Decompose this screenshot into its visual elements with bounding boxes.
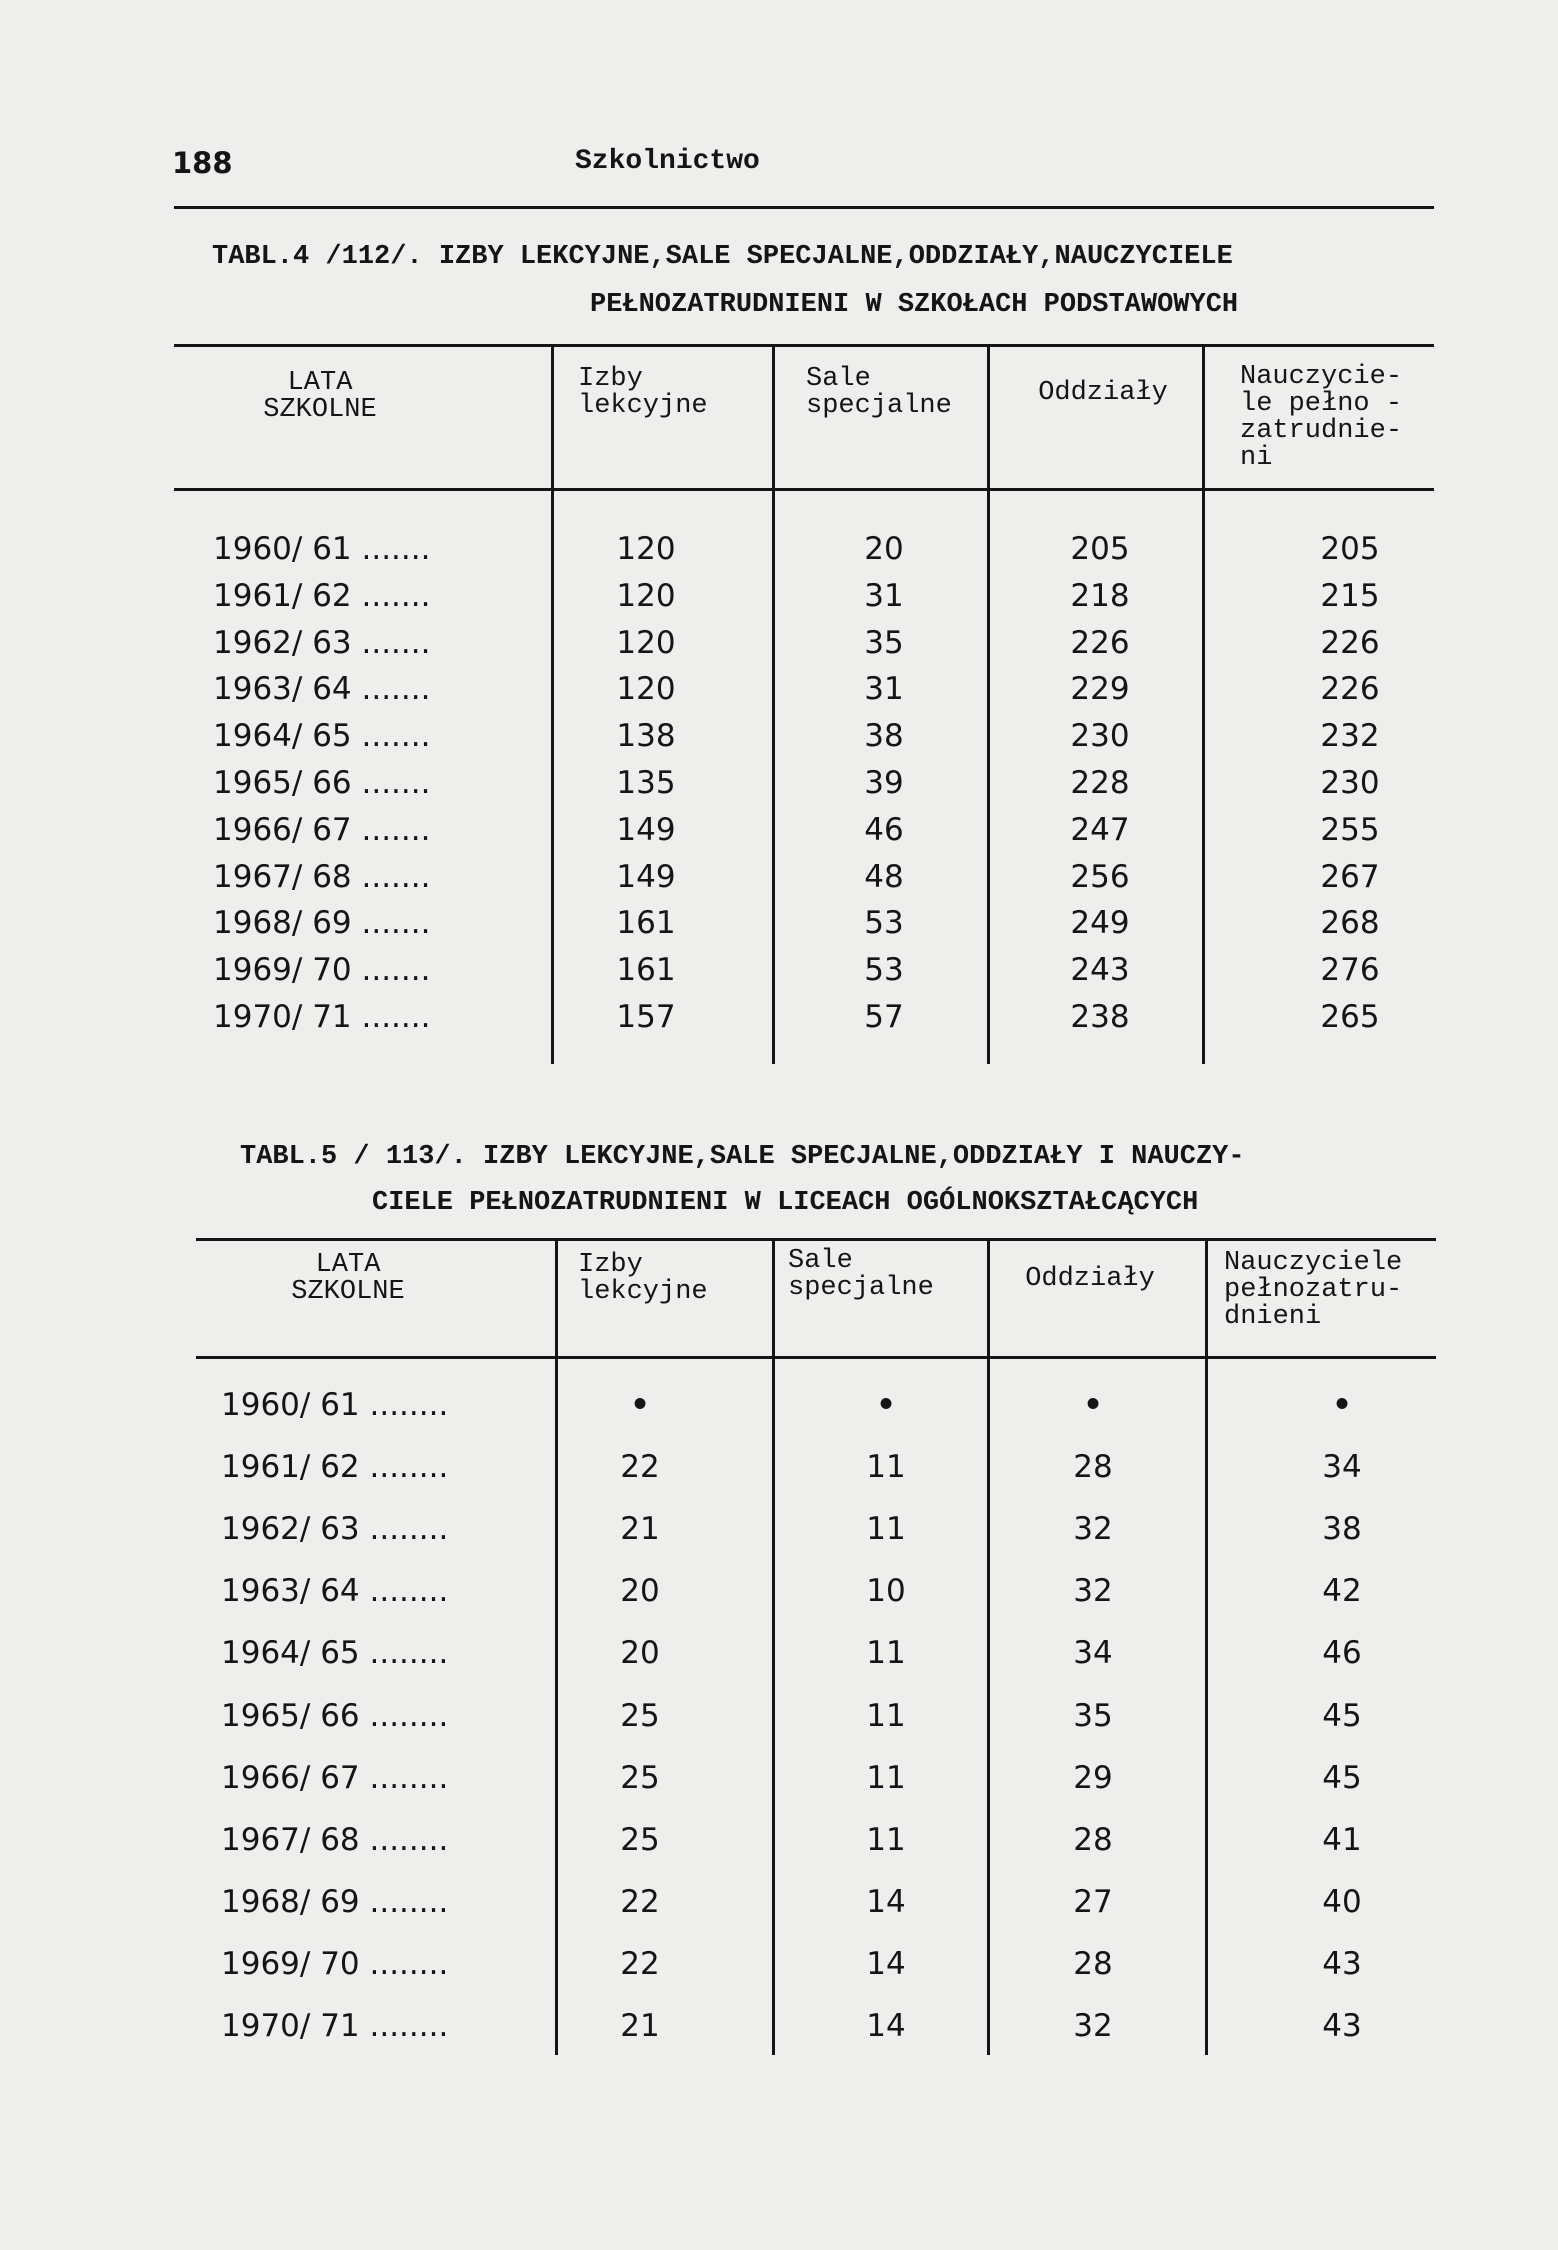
table-row xyxy=(0,859,1558,903)
table4-header-years: LATA SZKOLNE xyxy=(263,368,377,425)
cell-rooms: 149 xyxy=(616,858,676,895)
cell-teachers: 40 xyxy=(1322,1883,1362,1920)
table-row xyxy=(0,1635,1558,1679)
table5-caption-line2: CIELE PEŁNOZATRUDNIENI W LICEACH OGÓLNOKSZTAŁCĄCYCH xyxy=(372,1188,1199,1218)
table-row xyxy=(0,1760,1558,1804)
cell-special: 14 xyxy=(866,1945,906,1982)
cell-rooms: 138 xyxy=(616,718,676,755)
cell-special: 39 xyxy=(864,765,904,801)
cell-special: 48 xyxy=(864,858,904,895)
cell-year: 1968/ 69 ........ xyxy=(221,1883,449,1920)
table4-header-divisions: Oddziały xyxy=(1038,378,1168,408)
cell-teachers: 38 xyxy=(1322,1511,1362,1548)
table-row xyxy=(0,952,1558,996)
cell-divisions: 32 xyxy=(1073,2008,1113,2044)
cell-special: 53 xyxy=(864,952,904,989)
cell-special: 11 xyxy=(866,1821,906,1858)
cell-year: 1969/ 70 ........ xyxy=(221,1945,449,1982)
table-row xyxy=(0,765,1558,809)
cell-year: 1968/ 69 ....... xyxy=(213,905,431,942)
cell-rooms: 21 xyxy=(620,1511,660,1548)
cell-rooms: 22 xyxy=(620,1945,660,1982)
cell-year: 1962/ 63 ....... xyxy=(213,624,431,661)
table5-header-special: Sale specjalne xyxy=(788,1246,934,1303)
cell-special: 35 xyxy=(864,624,904,661)
cell-special: 11 xyxy=(866,1511,906,1548)
cell-year: 1970/ 71 ........ xyxy=(221,2008,449,2044)
cell-divisions: 34 xyxy=(1073,1635,1113,1672)
cell-rooms: 20 xyxy=(620,1635,660,1672)
cell-teachers: 215 xyxy=(1320,577,1380,614)
cell-teachers: 276 xyxy=(1320,952,1380,989)
cell-special: 38 xyxy=(864,718,904,755)
table-row xyxy=(0,1698,1558,1742)
cell-divisions: 230 xyxy=(1070,718,1130,755)
cell-teachers: 205 xyxy=(1320,531,1380,567)
cell-year: 1961/ 62 ....... xyxy=(213,577,431,614)
cell-divisions: 32 xyxy=(1073,1573,1113,1610)
cell-divisions: 218 xyxy=(1070,577,1130,614)
table5-caption-line1: TABL.5 / 113/. IZBY LEKCYJNE,SALE SPECJALNE,ODDZIAŁY I NAUCZY- xyxy=(240,1142,1245,1172)
cell-divisions: 28 xyxy=(1073,1449,1113,1486)
cell-teachers: 46 xyxy=(1322,1635,1362,1672)
cell-rooms: 120 xyxy=(616,624,676,661)
cell-year: 1960/ 61 ........ xyxy=(221,1387,449,1423)
cell-divisions: 247 xyxy=(1070,811,1130,848)
cell-special: 31 xyxy=(864,671,904,708)
cell-special: 57 xyxy=(864,999,904,1035)
table5-header-rooms: Izby lekcyjne xyxy=(578,1250,708,1307)
cell-year: 1966/ 67 ....... xyxy=(213,811,431,848)
cell-divisions: 35 xyxy=(1073,1697,1113,1734)
table-row xyxy=(0,1946,1558,1990)
cell-rooms: 161 xyxy=(616,952,676,989)
table-row xyxy=(0,1449,1558,1493)
table-row xyxy=(0,578,1558,622)
cell-teachers: 42 xyxy=(1322,1573,1362,1610)
table4-header-rooms: Izby lekcyjne xyxy=(578,364,708,421)
cell-divisions: 256 xyxy=(1070,858,1130,895)
cell-teachers: 43 xyxy=(1322,1945,1362,1982)
table-row xyxy=(0,2008,1558,2052)
cell-year: 1965/ 66 ....... xyxy=(213,765,431,801)
table-row xyxy=(0,1822,1558,1866)
cell-special: 53 xyxy=(864,905,904,942)
cell-rooms: 161 xyxy=(616,905,676,942)
cell-special: 20 xyxy=(864,531,904,567)
table4-header-special: Sale specjalne xyxy=(806,364,952,421)
table-row xyxy=(0,625,1558,669)
table-row xyxy=(0,999,1558,1043)
cell-divisions: 27 xyxy=(1073,1883,1113,1920)
cell-special: 14 xyxy=(866,2008,906,2044)
cell-rooms: 120 xyxy=(616,671,676,708)
cell-year: 1964/ 65 ........ xyxy=(221,1635,449,1672)
cell-teachers: 34 xyxy=(1322,1449,1362,1486)
table-row xyxy=(0,1884,1558,1928)
cell-rooms: 120 xyxy=(616,577,676,614)
table5-header-teachers: Nauczyciele pełnozatru- dnieni xyxy=(1224,1248,1403,1332)
cell-rooms: 25 xyxy=(620,1821,660,1858)
cell-special: 11 xyxy=(866,1449,906,1486)
cell-special: 11 xyxy=(866,1759,906,1796)
cell-divisions: 249 xyxy=(1070,905,1130,942)
cell-special: 11 xyxy=(866,1697,906,1734)
table-row xyxy=(0,1387,1558,1431)
cell-special: 11 xyxy=(866,1635,906,1672)
cell-rooms: 20 xyxy=(620,1573,660,1610)
cell-teachers: 265 xyxy=(1320,999,1380,1035)
cell-rooms: 22 xyxy=(620,1449,660,1486)
cell-divisions: 243 xyxy=(1070,952,1130,989)
cell-divisions: 238 xyxy=(1070,999,1130,1035)
cell-rooms: 25 xyxy=(620,1697,660,1734)
cell-divisions: 228 xyxy=(1070,765,1130,801)
cell-special: 14 xyxy=(866,1883,906,1920)
cell-rooms: 25 xyxy=(620,1759,660,1796)
table-row xyxy=(0,812,1558,856)
page-number: 188 xyxy=(172,146,233,180)
cell-rooms: 21 xyxy=(620,2008,660,2044)
table-row xyxy=(0,671,1558,715)
cell-rooms: 120 xyxy=(616,531,676,567)
cell-rooms: 157 xyxy=(616,999,676,1035)
cell-teachers: 226 xyxy=(1320,671,1380,708)
cell-divisions: 28 xyxy=(1073,1821,1113,1858)
cell-year: 1962/ 63 ........ xyxy=(221,1511,449,1548)
table4-caption-line1: TABL.4 /112/. IZBY LEKCYJNE,SALE SPECJALNE,ODDZIAŁY,NAUCZYCIELE xyxy=(212,242,1233,272)
cell-teachers: 268 xyxy=(1320,905,1380,942)
table5-header-divisions: Oddziały xyxy=(1025,1264,1155,1294)
cell-teachers: 255 xyxy=(1320,811,1380,848)
cell-divisions: 32 xyxy=(1073,1511,1113,1548)
cell-teachers: 232 xyxy=(1320,718,1380,755)
cell-year: 1964/ 65 ....... xyxy=(213,718,431,755)
cell-divisions: 226 xyxy=(1070,624,1130,661)
table-row xyxy=(0,1573,1558,1617)
table4-header-rule xyxy=(174,488,1434,491)
cell-year: 1961/ 62 ........ xyxy=(221,1449,449,1486)
table4-caption-line2: PEŁNOZATRUDNIENI W SZKOŁACH PODSTAWOWYCH xyxy=(590,290,1239,320)
cell-special: 46 xyxy=(864,811,904,848)
table5-top-rule xyxy=(196,1238,1436,1241)
cell-teachers: 43 xyxy=(1322,2008,1362,2044)
cell-teachers: 45 xyxy=(1322,1759,1362,1796)
table-row xyxy=(0,905,1558,949)
cell-teachers: 230 xyxy=(1320,765,1380,801)
cell-teachers: 267 xyxy=(1320,858,1380,895)
cell-teachers: 41 xyxy=(1322,1821,1362,1858)
cell-year: 1963/ 64 ........ xyxy=(221,1573,449,1610)
cell-year: 1967/ 68 ....... xyxy=(213,858,431,895)
cell-rooms: 149 xyxy=(616,811,676,848)
cell-year: 1969/ 70 ....... xyxy=(213,952,431,989)
cell-year: 1966/ 67 ........ xyxy=(221,1759,449,1796)
table4-header-teachers: Nauczycie- le pełno - zatrudnie- ni xyxy=(1240,362,1403,473)
cell-special: • xyxy=(876,1387,896,1423)
cell-rooms: • xyxy=(630,1387,650,1423)
cell-divisions: • xyxy=(1083,1387,1103,1423)
cell-divisions: 205 xyxy=(1070,531,1130,567)
table4-top-rule xyxy=(174,344,1434,347)
table-row xyxy=(0,718,1558,762)
cell-teachers: 226 xyxy=(1320,624,1380,661)
cell-year: 1970/ 71 ....... xyxy=(213,999,431,1035)
table5-header-rule xyxy=(196,1356,1436,1359)
cell-teachers: • xyxy=(1332,1387,1352,1423)
table-row xyxy=(0,531,1558,575)
cell-year: 1965/ 66 ........ xyxy=(221,1697,449,1734)
cell-rooms: 22 xyxy=(620,1883,660,1920)
cell-year: 1963/ 64 ....... xyxy=(213,671,431,708)
cell-divisions: 28 xyxy=(1073,1945,1113,1982)
cell-divisions: 229 xyxy=(1070,671,1130,708)
cell-special: 10 xyxy=(866,1573,906,1610)
cell-divisions: 29 xyxy=(1073,1759,1113,1796)
cell-year: 1960/ 61 ....... xyxy=(213,531,431,567)
cell-teachers: 45 xyxy=(1322,1697,1362,1734)
header-rule xyxy=(174,206,1434,209)
table5-header-years: LATA SZKOLNE xyxy=(291,1250,405,1307)
cell-rooms: 135 xyxy=(616,765,676,801)
running-head: Szkolnictwo xyxy=(575,146,760,177)
cell-year: 1967/ 68 ........ xyxy=(221,1821,449,1858)
cell-special: 31 xyxy=(864,577,904,614)
table-row xyxy=(0,1511,1558,1555)
